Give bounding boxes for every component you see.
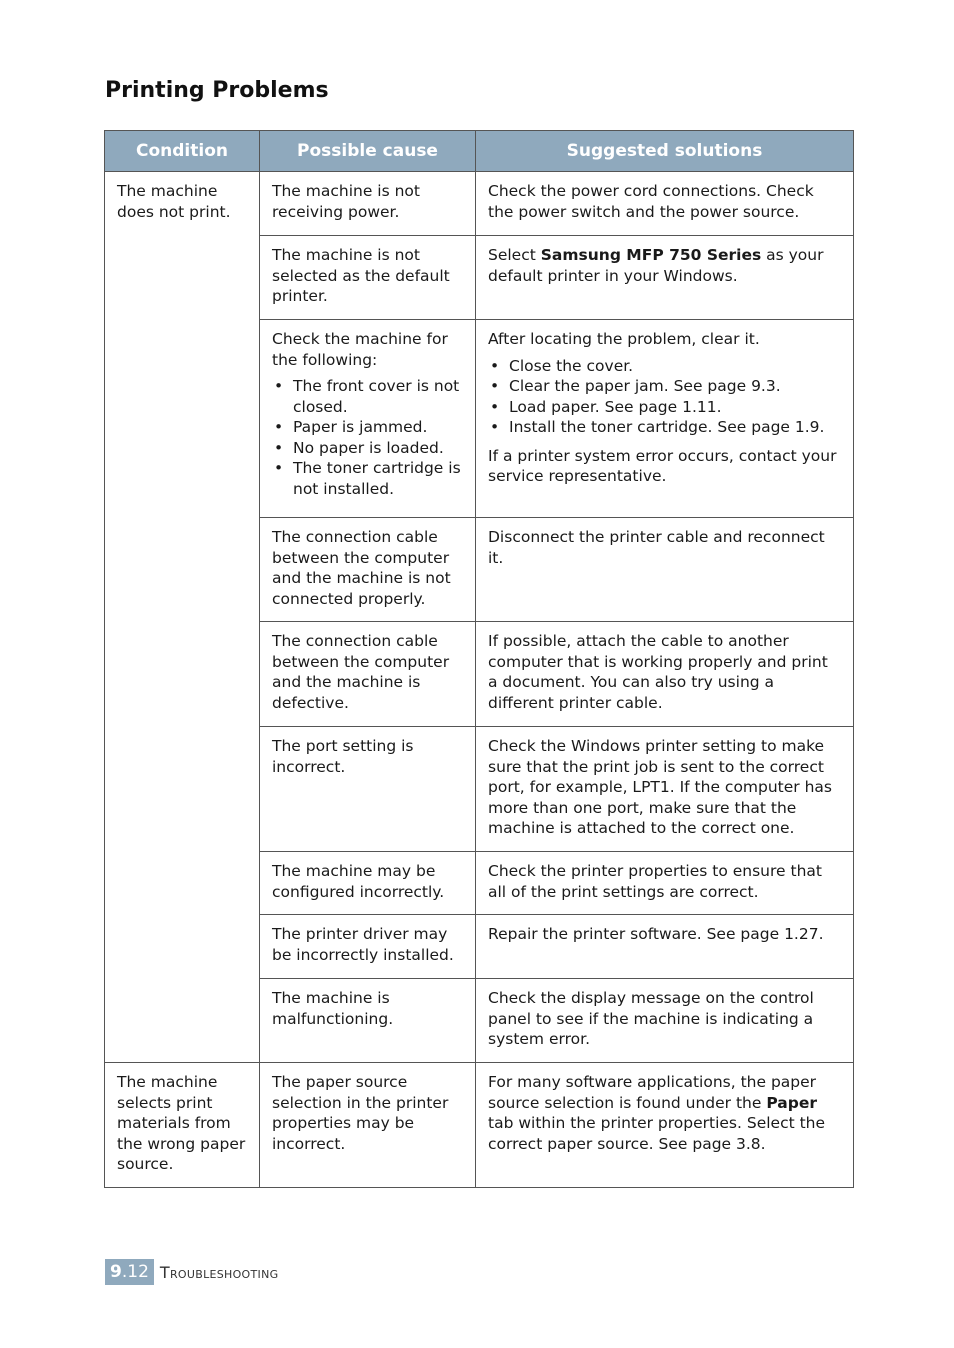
solution-cell bbox=[476, 1063, 854, 1188]
cause-cell bbox=[260, 320, 476, 518]
cause-list bbox=[272, 376, 463, 499]
condition-cell: The machine does not print. bbox=[105, 172, 260, 1063]
list-item: • Install the toner cartridge. See page 1.9. bbox=[488, 417, 841, 438]
solution-cell: Check the display message on the control panel to see if the machine is indicating a system error. bbox=[476, 979, 854, 1063]
page-number: .12 bbox=[121, 1262, 149, 1282]
cause-cell: The paper source selection in the printer properties may be incorrect. bbox=[260, 1063, 476, 1188]
solution-intro: After locating the problem, clear it. bbox=[488, 330, 760, 348]
list-item: • Close the cover. bbox=[488, 356, 841, 377]
cause-cell: The connection cable between the computer and the machine is not connected properly. bbox=[260, 518, 476, 622]
solution-text: For many software applications, the paper source selection is found under the bbox=[488, 1073, 817, 1112]
product-name: Samsung MFP 750 Series bbox=[540, 246, 762, 264]
solution-cell: If possible, attach the cable to another computer that is working properly and print a document. You can also try using a different printer cable. bbox=[476, 622, 854, 727]
solution-cell bbox=[476, 236, 854, 320]
header-condition: Condition bbox=[105, 131, 260, 172]
chapter-number: 9 bbox=[110, 1262, 122, 1282]
solution-cell: Repair the printer software. See page 1.27. bbox=[476, 915, 854, 979]
cause-cell: The printer driver may be incorrectly installed. bbox=[260, 915, 476, 979]
table-header-row bbox=[105, 131, 854, 172]
cause-cell: The machine is not receiving power. bbox=[260, 172, 476, 236]
list-item: • No paper is loaded. bbox=[272, 438, 463, 459]
cause-intro: Check the machine for the following: bbox=[272, 330, 448, 369]
section-name: Troubleshooting bbox=[159, 1262, 279, 1282]
solution-cell: Check the power cord connections. Check the power switch and the power source. bbox=[476, 172, 854, 236]
page-footer bbox=[105, 1259, 278, 1285]
table-row bbox=[105, 172, 854, 236]
cause-cell: The connection cable between the computer and the machine is defective. bbox=[260, 622, 476, 727]
list-item: • Paper is jammed. bbox=[272, 417, 463, 438]
cause-cell: The machine is malfunctioning. bbox=[260, 979, 476, 1063]
solution-cell: Check the Windows printer setting to make sure that the print job is sent to the correct port, for example, LPT1. If the computer has more than one port, make sure that the machine is attached to the correct one. bbox=[476, 727, 854, 852]
solution-text: tab within the printer properties. Select the correct paper source. See page 3.8. bbox=[488, 1114, 826, 1153]
solution-cell: Disconnect the printer cable and reconnect it. bbox=[476, 518, 854, 622]
cause-cell: The machine is not selected as the default printer. bbox=[260, 236, 476, 320]
solution-cell bbox=[476, 320, 854, 518]
solution-note: If a printer system error occurs, contact your service representative. bbox=[488, 446, 837, 485]
cause-cell: The machine may be configured incorrectly. bbox=[260, 852, 476, 915]
condition-cell: The machine selects print materials from the wrong paper source. bbox=[105, 1063, 260, 1188]
cause-cell: The port setting is incorrect. bbox=[260, 727, 476, 852]
solution-text: as your default printer in your Windows. bbox=[488, 246, 824, 285]
solution-text: Select bbox=[488, 246, 541, 264]
header-suggested-solutions: Suggested solutions bbox=[476, 131, 854, 172]
header-possible-cause: Possible cause bbox=[260, 131, 476, 172]
table-row bbox=[105, 1063, 854, 1188]
list-item: • Load paper. See page 1.11. bbox=[488, 397, 841, 418]
list-item: • The toner cartridge is not installed. bbox=[272, 458, 463, 499]
tab-name: Paper bbox=[766, 1093, 817, 1112]
page-title: Printing Problems bbox=[105, 78, 329, 103]
list-item: • The front cover is not closed. bbox=[272, 376, 463, 417]
list-item: • Clear the paper jam. See page 9.3. bbox=[488, 376, 841, 397]
solution-cell: Check the printer properties to ensure that all of the print settings are correct. bbox=[476, 852, 854, 915]
page-number-badge bbox=[105, 1259, 154, 1285]
solution-list bbox=[488, 356, 841, 438]
troubleshooting-table bbox=[104, 130, 854, 1188]
